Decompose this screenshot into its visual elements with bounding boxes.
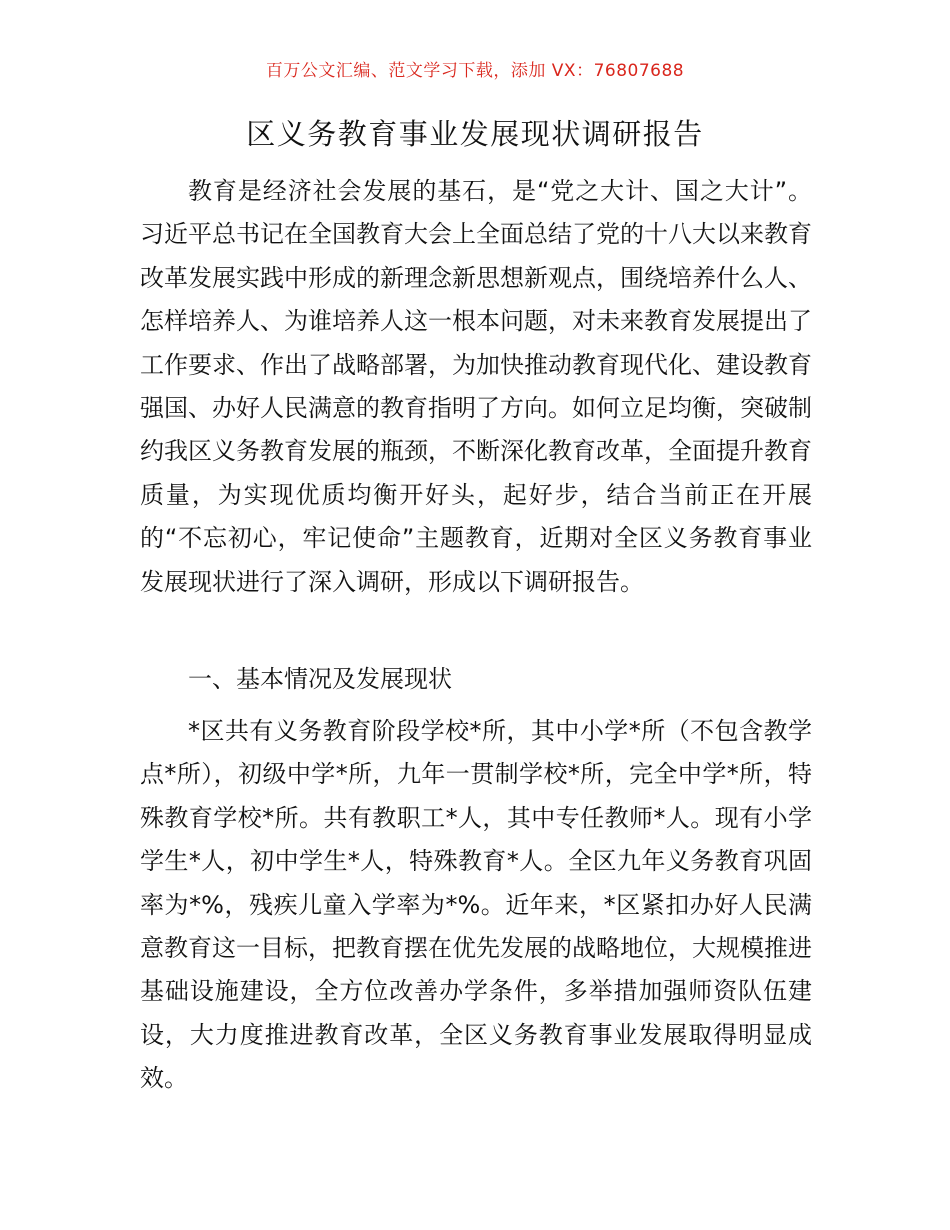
section-heading: 一、基本情况及发展现状	[188, 665, 452, 693]
section-paragraph: *区共有义务教育阶段学校*所，其中小学*所（不包含教学点*所），初级中学*所，九年一贯制学校*所，完全中学*所，特殊教育学校*所。共有教职工*人，其中专任教师*人。现有小学学生*人，初中学生*人，特殊教育*人。全区九年义务教育巩固率为*%，残疾儿童入学率为*%。近年来，*区紧扣办好人民满意教育这一目标，把教育摆在优先发展的战略地位，大规模推进基础设施建设，全方位改善办学条件，多举措加强师资队伍建设，大力度推进教育改革，全区义务教育事业发展取得明显成效。	[140, 717, 812, 1093]
intro-paragraph: 教育是经济社会发展的基石，是“党之大计、国之大计”。习近平总书记在全国教育大会上全面总结了党的十八大以来教育改革发展实践中形成的新理念新思想新观点，围绕培养什么人、怎样培养人、为谁培养人这一根本问题，对未来教育发展提出了工作要求、作出了战略部署，为加快推动教育现代化、建设教育强国、办好人民满意的教育指明了方向。如何立足均衡，突破制约我区义务教育发展的瓶颈，不断深化教育改革，全面提升教育质量，为实现优质均衡开好头，起好步，结合当前正在开展的“不忘初心，牢记使命”主题教育，近期对全区义务教育事业发展现状进行了深入调研，形成以下调研报告。	[140, 177, 812, 596]
header-note: 百万公文汇编、范文学习下载，添加 VX：76807688	[265, 61, 685, 81]
document-title: 区义务教育事业发展现状调研报告	[246, 117, 704, 151]
